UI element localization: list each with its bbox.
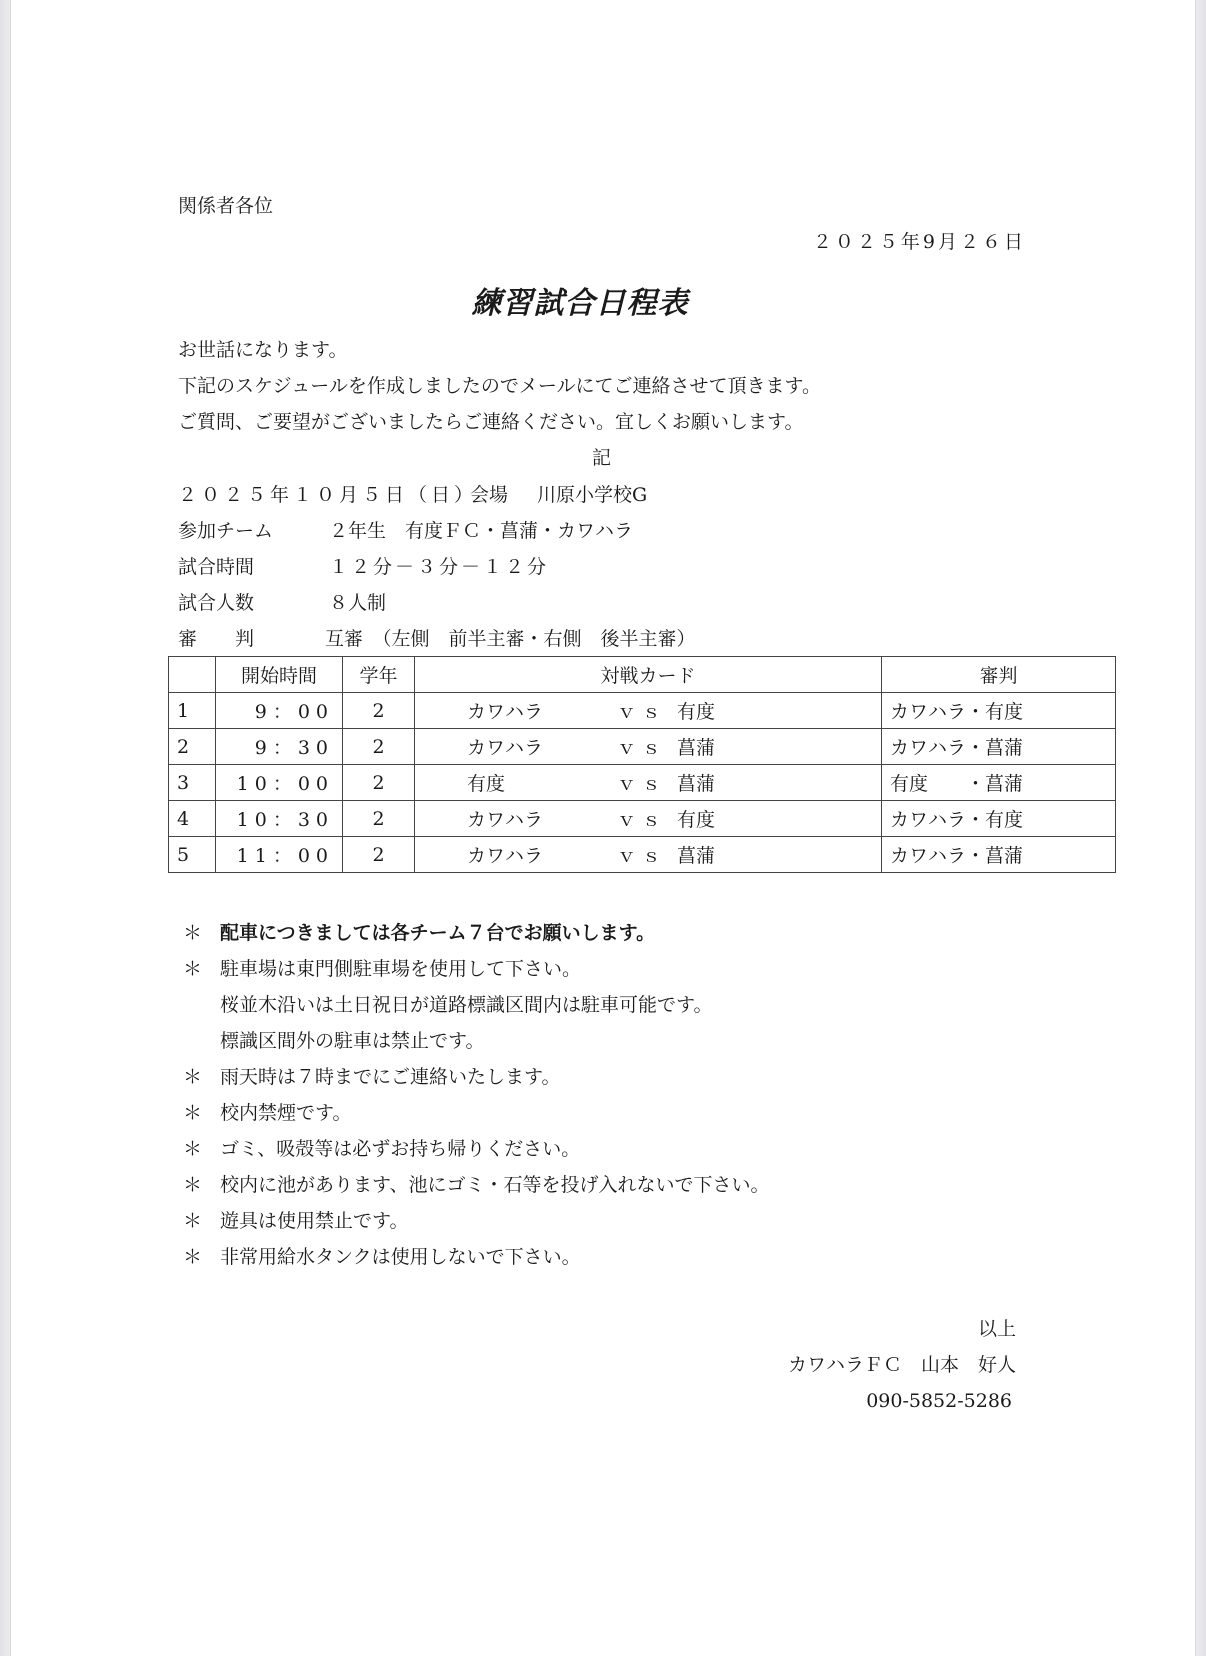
intro-line-2: 下記のスケジュールを作成しましたのでメールにてご連絡させて頂きます。 [178,375,821,397]
venue: 川原小学校G [537,484,648,506]
row-start-time: 9：30 [216,729,343,765]
intro-line-3: ご質問、ご要望がございましたらご連絡ください。宜しくお願いします。 [178,411,804,433]
header-match-card: 対戦カード [415,657,882,693]
schedule-table [168,656,1116,873]
note-item: 校内に池があります、池にゴミ・石等を投げ入れないで下さい。 [220,1174,770,1196]
home-team: カワハラ [467,701,544,723]
row-grade: 2 [343,729,415,765]
home-team: カワハラ [467,809,544,831]
note-item: 非常用給水タンクは使用しないで下さい。 [220,1246,581,1268]
row-referee: カワハラ・有度 [882,693,1116,729]
row-start-time: 10：30 [216,801,343,837]
row-match [415,693,882,729]
closing-ijo: 以上 [977,1318,1016,1340]
bullet-asterisk: ＊ [183,1066,203,1088]
note-item: 桜並木沿いは土日祝日が道路標識区間内は駐車可能です。 [220,994,713,1016]
row-start-time: 9：00 [216,693,343,729]
note-item: ゴミ、吸殻等は必ずお持ち帰りください。 [220,1138,581,1160]
row-no: 2 [169,729,216,765]
row-no: 1 [169,693,216,729]
row-start-time: 11：00 [216,837,343,873]
away-team: 菖蒲 [677,773,716,795]
event-date: ２０２５年１０月５日（日） [178,484,478,506]
page-edge-left [0,0,11,1656]
vs-label: ｖｓ [617,809,668,831]
home-team: カワハラ [467,845,544,867]
addressee: 関係者各位 [178,195,274,217]
row-grade: 2 [343,837,415,873]
match-time-label: 試合時間 [178,556,255,578]
row-match [415,837,882,873]
note-item: 校内禁煙です。 [220,1102,352,1124]
row-no: 3 [169,765,216,801]
row-referee: カワハラ・菖蒲 [882,837,1116,873]
referee-info: 互審 （左側 前半主審・右側 後半主審） [325,628,696,650]
away-team: 有度 [677,701,716,723]
table-row [169,729,1116,765]
players-label: 試合人数 [178,592,255,614]
header-no [169,657,216,693]
row-no: 5 [169,837,216,873]
bullet-asterisk: ＊ [183,1246,203,1268]
page-edge-right [1195,0,1206,1656]
note-item: 雨天時は７時までにご連絡いたします。 [220,1066,561,1088]
teams-label: 参加チーム [178,520,274,542]
note-item: 遊具は使用禁止です。 [220,1210,409,1232]
home-team: カワハラ [467,737,544,759]
row-no: 4 [169,801,216,837]
row-match [415,765,882,801]
note-item: 配車につきましては各チーム７台でお願いします。 [220,922,656,944]
note-item: 標識区間外の駐車は禁止です。 [220,1030,485,1052]
sender-phone: 090-5852-5286 [866,1390,1012,1412]
players: ８人制 [329,592,387,614]
row-grade: 2 [343,765,415,801]
header-grade: 学年 [343,657,415,693]
home-team: 有度 [467,773,506,795]
referee-label: 審 判 [178,628,255,650]
sender-name: カワハラＦＣ 山本 好人 [787,1354,1016,1376]
vs-label: ｖｓ [617,845,668,867]
away-team: 菖蒲 [677,845,716,867]
table-row [169,765,1116,801]
row-referee: 有度 ・菖蒲 [882,765,1116,801]
intro-line-1: お世話になります。 [178,339,348,361]
venue-label: 会場 [470,484,509,506]
bullet-asterisk: ＊ [183,1102,203,1124]
document-title: 練習試合日程表 [471,286,689,321]
bullet-asterisk: ＊ [183,1210,203,1232]
row-match [415,729,882,765]
away-team: 菖蒲 [677,737,716,759]
row-grade: 2 [343,801,415,837]
vs-label: ｖｓ [617,737,668,759]
row-start-time: 10：00 [216,765,343,801]
table-row [169,801,1116,837]
teams: ２年生 有度ＦＣ・菖蒲・カワハラ [329,520,634,542]
bullet-asterisk: ＊ [183,1174,203,1196]
header-referee: 審判 [882,657,1116,693]
bullet-asterisk: ＊ [183,922,203,944]
row-match [415,801,882,837]
row-referee: カワハラ・菖蒲 [882,729,1116,765]
bullet-asterisk: ＊ [183,958,203,980]
note-item: 駐車場は東門側駐車場を使用して下さい。 [220,958,582,980]
vs-label: ｖｓ [617,701,668,723]
table-row [169,837,1116,873]
ki-heading: 記 [592,447,612,469]
match-time: １２分－３分－１２分 [329,556,550,578]
bullet-asterisk: ＊ [183,1138,203,1160]
row-grade: 2 [343,693,415,729]
away-team: 有度 [677,809,716,831]
table-row [169,693,1116,729]
table-header-row [169,657,1116,693]
vs-label: ｖｓ [617,773,668,795]
header-start-time: 開始時間 [216,657,343,693]
document-date: ２０２５年9月２６日 [812,231,1026,253]
row-referee: カワハラ・有度 [882,801,1116,837]
